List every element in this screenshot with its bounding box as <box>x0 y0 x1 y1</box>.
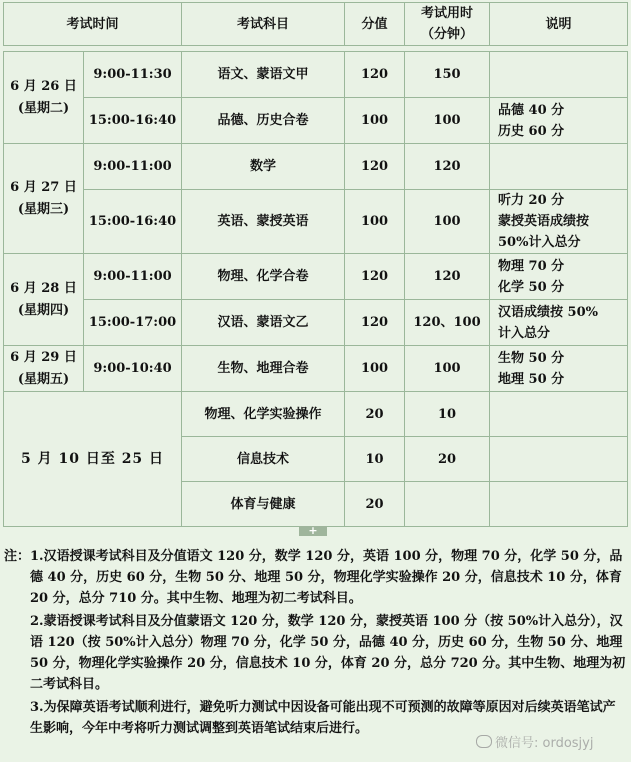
date-cell: 6 月 29 日 (星期五) <box>4 346 84 392</box>
header-score: 分值 <box>345 3 405 46</box>
score-cell: 100 <box>345 190 405 254</box>
table-row <box>4 300 628 346</box>
subject-cell: 物理、化学实验操作 <box>182 392 345 437</box>
date-cell: 6 月 26 日 (星期二) <box>4 52 84 144</box>
score-cell: 10 <box>345 437 405 482</box>
note-cell <box>490 52 628 98</box>
time-cell: 9:00-11:00 <box>84 254 182 300</box>
duration-cell: 120、100 <box>405 300 490 346</box>
note-cell <box>490 482 628 527</box>
score-cell: 20 <box>345 482 405 527</box>
score-cell: 120 <box>345 300 405 346</box>
table-row <box>4 98 628 144</box>
expand-button[interactable]: + <box>299 526 327 536</box>
subject-cell: 英语、蒙授英语 <box>182 190 345 254</box>
header-duration: 考试用时 （分钟） <box>405 3 490 46</box>
exam-schedule-table <box>3 2 628 527</box>
wechat-icon <box>476 735 492 748</box>
duration-cell: 20 <box>405 437 490 482</box>
table-row <box>4 144 628 190</box>
duration-cell: 150 <box>405 52 490 98</box>
subject-cell: 体育与健康 <box>182 482 345 527</box>
note-cell: 品德 40 分 历史 60 分 <box>490 98 628 144</box>
score-cell: 100 <box>345 98 405 144</box>
note-cell: 汉语成绩按 50% 计入总分 <box>490 300 628 346</box>
date-cell: 6 月 28 日 (星期四) <box>4 254 84 346</box>
note-item: 2.蒙语授课考试科目及分值蒙语文 120 分，数学 120 分，蒙授英语 100 分（按 50%计入总分），汉语 120（按 50%计入总分）物理 70 分，化学 50 分，品德 40 分，历史 60 分，生物 50 分、地理 50 分，物理化学实验操作 20 分，信息技术 10 分，体育 20 分，总分 720 分。其中生物、地理为初二考试科目。 <box>30 614 626 692</box>
subject-cell: 汉语、蒙语文乙 <box>182 300 345 346</box>
table-row <box>4 346 628 392</box>
note-cell <box>490 392 628 437</box>
time-cell: 15:00-16:40 <box>84 190 182 254</box>
subject-cell: 语文、蒙语文甲 <box>182 52 345 98</box>
duration-cell: 10 <box>405 392 490 437</box>
note-cell: 生物 50 分 地理 50 分 <box>490 346 628 392</box>
duration-cell: 100 <box>405 346 490 392</box>
time-cell: 9:00-11:30 <box>84 52 182 98</box>
time-cell: 15:00-16:40 <box>84 98 182 144</box>
header-subject: 考试科目 <box>182 3 345 46</box>
note-cell <box>490 144 628 190</box>
duration-cell <box>405 482 490 527</box>
table-row <box>4 52 628 98</box>
notes-section <box>4 546 628 741</box>
note-item: 注： 1.汉语授课考试科目及分值语文 120 分，数学 120 分，英语 100 分，物理 70 分，化学 50 分，品德 40 分，历史 60 分，生物 50 分、地理 50 分，物理化学实验操作 20 分，信息技术 10 分，体育 20 分，总分 710 分。其中生物、地理为初二考试科目。 <box>4 549 623 606</box>
note-cell: 听力 20 分 蒙授英语成绩按 50%计入总分 <box>490 190 628 254</box>
wechat-watermark: 微信号: ordosjyj <box>476 732 593 751</box>
subject-cell: 物理、化学合卷 <box>182 254 345 300</box>
note-item: 3.为保障英语考试顺利进行，避免听力测试中因设备可能出现不可预测的故障等原因对后续英语笔试产生影响，今年中考将听力测试调整到英语笔试结束后进行。 <box>30 700 616 736</box>
note-cell: 物理 70 分 化学 50 分 <box>490 254 628 300</box>
header-notes: 说明 <box>490 3 628 46</box>
note-cell <box>490 437 628 482</box>
score-cell: 100 <box>345 346 405 392</box>
subject-cell: 信息技术 <box>182 437 345 482</box>
score-cell: 120 <box>345 144 405 190</box>
duration-cell: 100 <box>405 98 490 144</box>
header-row <box>4 3 628 46</box>
time-cell: 15:00-17:00 <box>84 300 182 346</box>
duration-cell: 120 <box>405 254 490 300</box>
date-cell: 6 月 27 日 (星期三) <box>4 144 84 254</box>
practical-exam-period: 5 月 10 日至 25 日 <box>4 392 182 527</box>
score-cell: 120 <box>345 52 405 98</box>
subject-cell: 生物、地理合卷 <box>182 346 345 392</box>
time-cell: 9:00-11:00 <box>84 144 182 190</box>
score-cell: 20 <box>345 392 405 437</box>
score-cell: 120 <box>345 254 405 300</box>
table-row <box>4 254 628 300</box>
subject-cell: 数学 <box>182 144 345 190</box>
duration-cell: 120 <box>405 144 490 190</box>
header-time: 考试时间 <box>4 3 182 46</box>
subject-cell: 品德、历史合卷 <box>182 98 345 144</box>
duration-cell: 100 <box>405 190 490 254</box>
table-row <box>4 190 628 254</box>
time-cell: 9:00-10:40 <box>84 346 182 392</box>
table-row <box>4 392 628 437</box>
